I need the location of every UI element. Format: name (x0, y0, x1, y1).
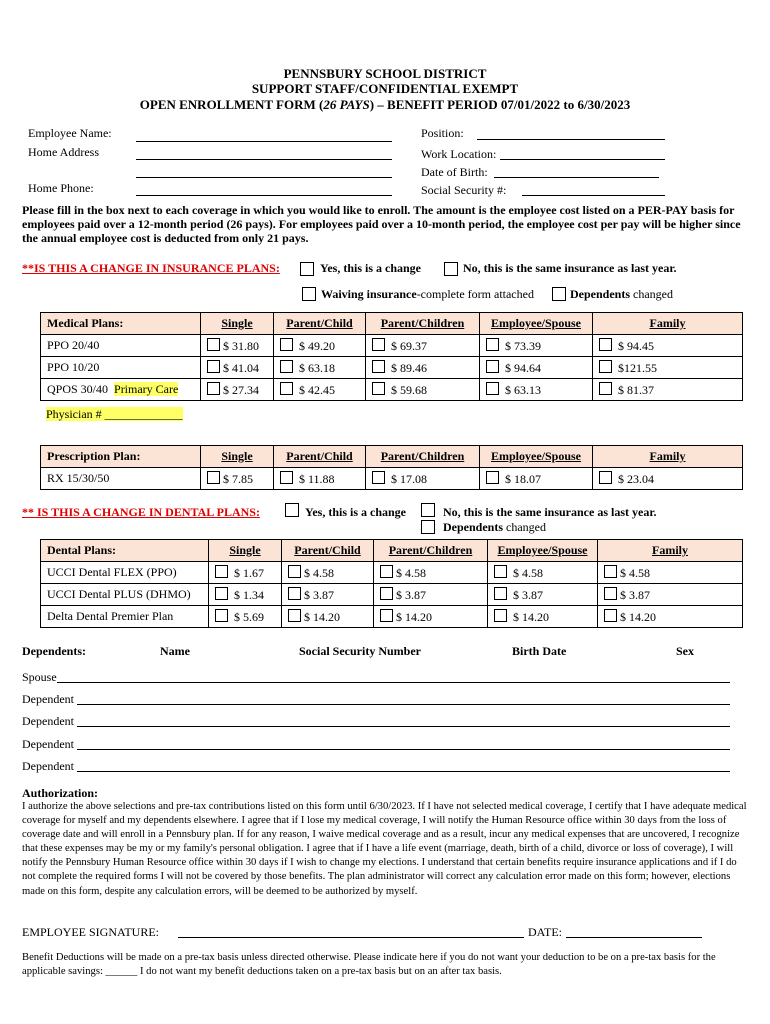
single-cell[interactable] (201, 379, 274, 401)
dependents-col-ssn: Social Security Number (299, 644, 421, 658)
parent-child-cell[interactable] (282, 606, 374, 628)
checkbox[interactable] (494, 587, 507, 600)
rx-header-plan: Prescription Plan: (41, 446, 201, 468)
date-label: DATE: (528, 925, 562, 939)
checkbox[interactable] (604, 565, 617, 578)
dependents-changed-label (570, 287, 673, 302)
dental-dependents-checkbox[interactable] (421, 520, 435, 534)
rx-header-pc: Parent/Child (274, 446, 366, 468)
medical-header-plan: Medical Plans: (41, 313, 201, 335)
price: $ 94.45 (618, 338, 654, 353)
dental-yes-checkbox[interactable] (285, 503, 299, 517)
employee-spouse-cell[interactable] (488, 584, 598, 606)
checkbox[interactable] (604, 587, 617, 600)
checkbox[interactable] (494, 609, 507, 622)
parent-child-cell[interactable] (274, 379, 366, 401)
single-cell[interactable] (209, 584, 282, 606)
checkbox[interactable] (494, 565, 507, 578)
home-address-label: Home Address (28, 145, 99, 159)
table-row (41, 584, 743, 606)
checkbox[interactable] (599, 360, 612, 373)
price: $ 23.04 (618, 471, 654, 486)
position-label: Position: (421, 126, 464, 140)
dependent-label-3: Dependent (22, 737, 74, 751)
price: $ 18.07 (505, 471, 541, 486)
medical-header-es: Employee/Spouse (480, 313, 593, 335)
single-cell[interactable] (201, 468, 274, 490)
price: $ 59.68 (391, 382, 427, 397)
title-form (0, 97, 770, 113)
rx-header-es: Employee/Spouse (480, 446, 593, 468)
checkbox[interactable] (380, 609, 393, 622)
price: $ 3.87 (620, 587, 650, 602)
waiving-label-a: Waiving insurance (321, 287, 417, 301)
parent-children-cell[interactable] (366, 357, 480, 379)
employee-spouse-cell[interactable] (480, 468, 593, 490)
parent-child-cell[interactable] (274, 335, 366, 357)
single-cell[interactable] (209, 562, 282, 584)
checkbox[interactable] (207, 382, 220, 395)
physician-highlight: Physician # _____________ (46, 407, 183, 421)
home-phone-field[interactable] (136, 195, 392, 196)
price: $ 63.18 (299, 360, 335, 375)
dental-header-plan: Dental Plans: (41, 540, 209, 562)
insurance-no-label: No, this is the same insurance as last year. (463, 261, 677, 275)
table-row (41, 468, 743, 490)
prescription-header-row (41, 446, 743, 468)
parent-children-cell[interactable] (366, 468, 480, 490)
employee-spouse-cell[interactable] (488, 606, 598, 628)
dependents-col-sex: Sex (676, 644, 694, 658)
dependent-line-3[interactable] (77, 749, 730, 750)
waiving-checkbox[interactable] (302, 287, 316, 301)
price: $ 49.20 (299, 338, 335, 353)
plan-name: RX 15/30/50 (41, 468, 201, 490)
position-field[interactable] (477, 139, 665, 140)
checkbox[interactable] (288, 565, 301, 578)
price: $ 41.04 (223, 360, 259, 375)
home-address-field-2[interactable] (136, 177, 392, 178)
dob-label: Date of Birth: (421, 165, 488, 179)
rx-header-single: Single (201, 446, 274, 468)
checkbox[interactable] (604, 609, 617, 622)
price: $ 69.37 (391, 338, 427, 353)
checkbox[interactable] (280, 360, 293, 373)
price: $ 11.88 (299, 471, 335, 486)
single-cell[interactable] (201, 335, 274, 357)
insurance-yes-checkbox[interactable] (300, 262, 314, 276)
medical-header-single: Single (201, 313, 274, 335)
price: $ 27.34 (223, 382, 259, 397)
parent-children-cell[interactable] (366, 379, 480, 401)
employee-spouse-cell[interactable] (480, 379, 593, 401)
title-staff: SUPPORT STAFF/CONFIDENTIAL EXEMPT (251, 81, 519, 96)
checkbox[interactable] (486, 471, 499, 484)
dependents-col-name: Name (160, 644, 190, 658)
medical-header-pch: Parent/Children (366, 313, 480, 335)
parent-child-cell[interactable] (274, 357, 366, 379)
dental-no-checkbox[interactable] (421, 503, 435, 517)
insurance-yes-label: Yes, this is a change (320, 261, 422, 275)
parent-child-cell[interactable] (282, 584, 374, 606)
dependents-changed-a: Dependents (570, 287, 631, 301)
dob-field[interactable] (494, 177, 659, 178)
table-row (41, 335, 743, 357)
signature-label: EMPLOYEE SIGNATURE: (22, 925, 159, 939)
spouse-label: Spouse (22, 670, 57, 684)
medical-table (40, 312, 743, 401)
plan-name: PPO 10/20 (41, 357, 201, 379)
price: $ 3.87 (396, 587, 426, 602)
checkbox[interactable] (372, 338, 385, 351)
plan-name: UCCI Dental FLEX (PPO) (41, 562, 209, 584)
dental-header-fam: Family (598, 540, 743, 562)
checkbox[interactable] (280, 382, 293, 395)
parent-children-cell[interactable] (374, 606, 488, 628)
checkbox[interactable] (207, 338, 220, 351)
checkbox[interactable] (280, 338, 293, 351)
price: $ 14.20 (396, 609, 432, 624)
single-cell[interactable] (201, 357, 274, 379)
price: $ 7.85 (223, 471, 253, 486)
plan-name-text: QPOS 30/40 (47, 382, 109, 396)
employee-spouse-cell[interactable] (480, 357, 593, 379)
price: $ 5.69 (234, 609, 264, 624)
parent-children-cell[interactable] (374, 584, 488, 606)
parent-child-cell[interactable] (274, 468, 366, 490)
price: $ 81.37 (618, 382, 654, 397)
deductions-text: Benefit Deductions will be made on a pre-tax basis unless directed otherwise. Please indicate here if you do not want your deduction to be on a pre-tax basis for the applicable savings: ______ I do not want my benefit deductions taken on a pre-tax basis but on an after tax basis. (22, 952, 716, 977)
primary-care-highlight: Primary Care (114, 382, 179, 396)
table-row (41, 606, 743, 628)
signature-line[interactable] (178, 937, 524, 938)
family-cell[interactable] (593, 379, 743, 401)
parent-children-cell[interactable] (374, 562, 488, 584)
family-cell[interactable] (598, 606, 743, 628)
price: $ 4.58 (304, 565, 334, 580)
employee-name-field[interactable] (136, 141, 392, 142)
title-form-c: ) – BENEFIT PERIOD 07/01/2022 to 6/30/2023 (369, 97, 631, 112)
dependent-label-4: Dependent (22, 759, 74, 773)
price: $ 42.45 (299, 382, 335, 397)
family-cell[interactable] (593, 357, 743, 379)
dental-header-pch: Parent/Children (374, 540, 488, 562)
table-row (41, 357, 743, 379)
table-row (41, 562, 743, 584)
prescription-table (40, 445, 743, 490)
price: $ 3.87 (513, 587, 543, 602)
checkbox[interactable] (599, 382, 612, 395)
medical-header-pc: Parent/Child (274, 313, 366, 335)
title-district: PENNSBURY SCHOOL DISTRICT (283, 66, 487, 81)
work-location-label: Work Location: (421, 147, 497, 161)
work-location-field[interactable] (500, 159, 665, 160)
price: $121.55 (618, 360, 657, 375)
home-address-field-1[interactable] (136, 159, 392, 160)
checkbox[interactable] (288, 609, 301, 622)
plan-name: Delta Dental Premier Plan (41, 606, 209, 628)
price: $ 1.34 (234, 587, 264, 602)
medical-header-row (41, 313, 743, 335)
dental-dependents-label (443, 520, 546, 535)
price: $ 1.67 (234, 565, 264, 580)
dependents-changed-checkbox[interactable] (552, 287, 566, 301)
checkbox[interactable] (215, 565, 228, 578)
physician-number[interactable] (46, 407, 183, 422)
authorization-text: I authorize the above selections and pre-tax contributions listed on this form until 6/30/2023. If I have not selected medical coverage, I certify that I have adequate medical coverage for myself and my dependents elsewhere. I agree that if I lose my medical coverage, I will notify the Human Resource office within 30 days from the loss of coverage date and will enroll in a Pennsbury plan. If for any reason, I waive medical coverage and as a result, incur any medical expenses that are uncovered, I recognize that these expenses may be my or my family's personal obligation. I agree that if I have a life event (marriage, death, birth of a child, divorce or loss of coverage), I will notify the Pennsbury Human Resource office within 30 days if I wish to change my elections. I understand that certain benefits require insurance applications and if I do not complete the required forms I will not be covered by those benefits. The plan administrator will correct any calculation error made on this form; however, elections made on this form, despite any calculation errors, will be deemed to be authorized by myself. (22, 801, 747, 897)
dependent-line-1[interactable] (77, 704, 730, 705)
dependent-label-2: Dependent (22, 714, 74, 728)
dental-header-es: Employee/Spouse (488, 540, 598, 562)
rx-header-pch: Parent/Children (366, 446, 480, 468)
dependents-changed-b: changed (630, 287, 673, 301)
checkbox[interactable] (372, 360, 385, 373)
checkbox[interactable] (215, 609, 228, 622)
checkbox[interactable] (372, 471, 385, 484)
dental-header-row (41, 540, 743, 562)
price: $ 14.20 (513, 609, 549, 624)
instructions: Please fill in the box next to each coverage in which you would like to enroll. The amount is the employee cost listed on a PER-PAY basis for employees paid over a 12-month period (26 pays). For employees paid over a 10-month period, the employee cost per pay will be higher since the annual employee cost is deducted from only 21 pays. (22, 203, 741, 246)
waiving-label-b: -complete form attached (416, 287, 534, 301)
checkbox[interactable] (380, 565, 393, 578)
price: $ 17.08 (391, 471, 427, 486)
plan-name: UCCI Dental PLUS (DHMO) (41, 584, 209, 606)
insurance-change-question: **IS THIS A CHANGE IN INSURANCE PLANS: (22, 261, 280, 275)
ssn-label: Social Security #: (421, 183, 507, 197)
price: $ 63.13 (505, 382, 541, 397)
dental-yes-label: Yes, this is a change (305, 505, 407, 519)
checkbox[interactable] (486, 338, 499, 351)
waiving-label (321, 287, 534, 302)
price: $ 4.58 (620, 565, 650, 580)
dependent-label-1: Dependent (22, 692, 74, 706)
plan-name: PPO 20/40 (41, 335, 201, 357)
authorization-title: Authorization: (22, 786, 98, 800)
checkbox[interactable] (486, 382, 499, 395)
price: $ 73.39 (505, 338, 541, 353)
dental-change-question: ** IS THIS A CHANGE IN DENTAL PLANS: (22, 505, 260, 519)
dental-dependents-a: Dependents (443, 520, 504, 534)
single-cell[interactable] (209, 606, 282, 628)
checkbox[interactable] (288, 587, 301, 600)
checkbox[interactable] (599, 338, 612, 351)
dental-no-label: No, this is the same insurance as last year. (443, 505, 657, 519)
plan-name (41, 379, 201, 401)
price: $ 14.20 (304, 609, 340, 624)
family-cell[interactable] (598, 584, 743, 606)
checkbox[interactable] (599, 471, 612, 484)
date-line[interactable] (566, 937, 702, 938)
checkbox[interactable] (380, 587, 393, 600)
title-form-pays: 26 PAYS (323, 97, 370, 112)
dependent-line-2[interactable] (77, 726, 730, 727)
insurance-no-checkbox[interactable] (444, 262, 458, 276)
parent-child-cell[interactable] (282, 562, 374, 584)
family-cell[interactable] (593, 335, 743, 357)
dental-header-single: Single (209, 540, 282, 562)
price: $ 14.20 (620, 609, 656, 624)
medical-header-fam: Family (593, 313, 743, 335)
employee-spouse-cell[interactable] (480, 335, 593, 357)
checkbox[interactable] (215, 587, 228, 600)
checkbox[interactable] (207, 471, 220, 484)
employee-name-label: Employee Name: (28, 126, 112, 140)
ssn-field[interactable] (522, 195, 665, 196)
price: $ 4.58 (396, 565, 426, 580)
price: $ 31.80 (223, 338, 259, 353)
rx-header-fam: Family (593, 446, 743, 468)
price: $ 94.64 (505, 360, 541, 375)
price: $ 4.58 (513, 565, 543, 580)
checkbox[interactable] (486, 360, 499, 373)
home-phone-label: Home Phone: (28, 181, 94, 195)
family-cell[interactable] (598, 562, 743, 584)
price: $ 3.87 (304, 587, 334, 602)
spouse-line[interactable] (57, 682, 730, 683)
table-row (41, 379, 743, 401)
family-cell[interactable] (593, 468, 743, 490)
dependents-label: Dependents: (22, 644, 87, 658)
price: $ 89.46 (391, 360, 427, 375)
employee-spouse-cell[interactable] (488, 562, 598, 584)
dental-dependents-b: changed (503, 520, 546, 534)
checkbox[interactable] (280, 471, 293, 484)
dental-table (40, 539, 743, 628)
title-form-a: OPEN ENROLLMENT FORM ( (139, 97, 324, 112)
checkbox[interactable] (372, 382, 385, 395)
dependents-col-birth: Birth Date (512, 644, 567, 658)
checkbox[interactable] (207, 360, 220, 373)
dental-header-pc: Parent/Child (282, 540, 374, 562)
parent-children-cell[interactable] (366, 335, 480, 357)
dependent-line-4[interactable] (77, 771, 730, 772)
